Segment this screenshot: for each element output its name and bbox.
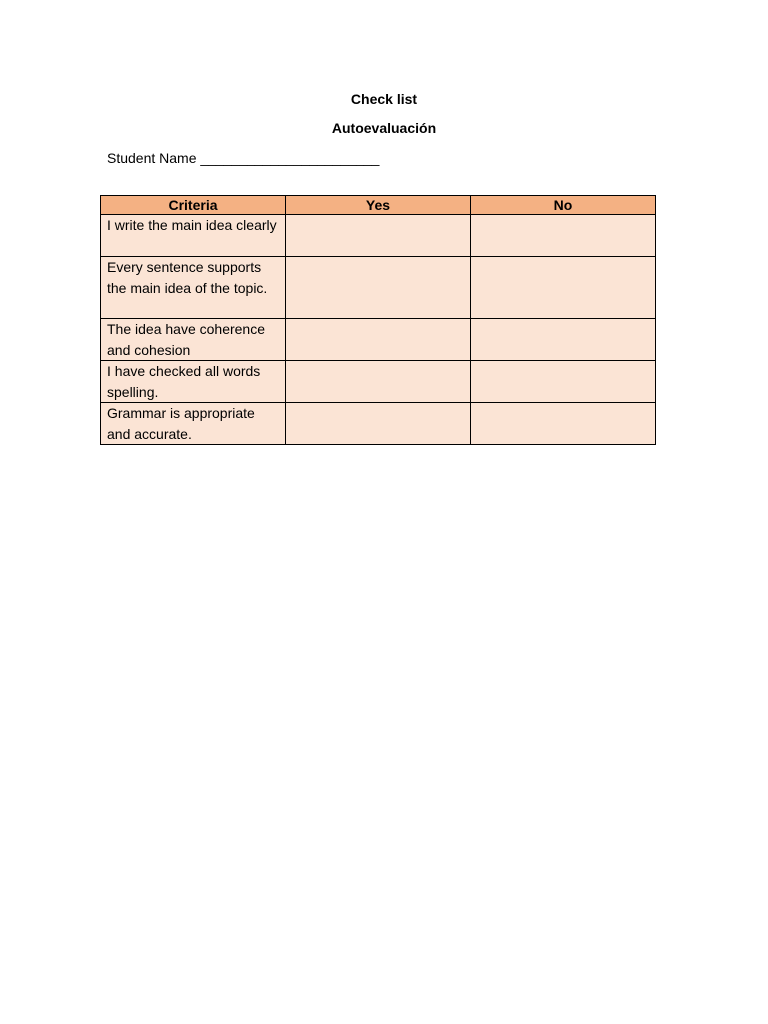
criteria-cell: The idea have coherence and cohesion xyxy=(101,319,286,361)
table-row xyxy=(101,257,656,319)
criteria-cell: Grammar is appropriate and accurate. xyxy=(101,403,286,445)
page-subtitle: Autoevaluación xyxy=(331,120,437,136)
criteria-cell: I have checked all words spelling. xyxy=(101,361,286,403)
no-cell[interactable] xyxy=(471,215,656,257)
table-row xyxy=(101,215,656,257)
no-cell[interactable] xyxy=(471,403,656,445)
table-row xyxy=(101,403,656,445)
table-header-row xyxy=(101,196,656,215)
no-cell[interactable] xyxy=(471,257,656,319)
column-header-criteria: Criteria xyxy=(101,196,286,215)
page-title: Check list xyxy=(350,91,418,107)
yes-cell[interactable] xyxy=(286,361,471,403)
no-cell[interactable] xyxy=(471,319,656,361)
table-row xyxy=(101,319,656,361)
no-cell[interactable] xyxy=(471,361,656,403)
criteria-cell: Every sentence supports the main idea of the topic. xyxy=(101,257,286,319)
student-name-line: Student Name _______________________ xyxy=(107,150,380,166)
column-header-yes: Yes xyxy=(286,196,471,215)
yes-cell[interactable] xyxy=(286,403,471,445)
yes-cell[interactable] xyxy=(286,215,471,257)
column-header-no: No xyxy=(471,196,656,215)
yes-cell[interactable] xyxy=(286,257,471,319)
yes-cell[interactable] xyxy=(286,319,471,361)
checklist-table xyxy=(100,195,656,445)
table-row xyxy=(101,361,656,403)
criteria-cell: I write the main idea clearly xyxy=(101,215,286,257)
